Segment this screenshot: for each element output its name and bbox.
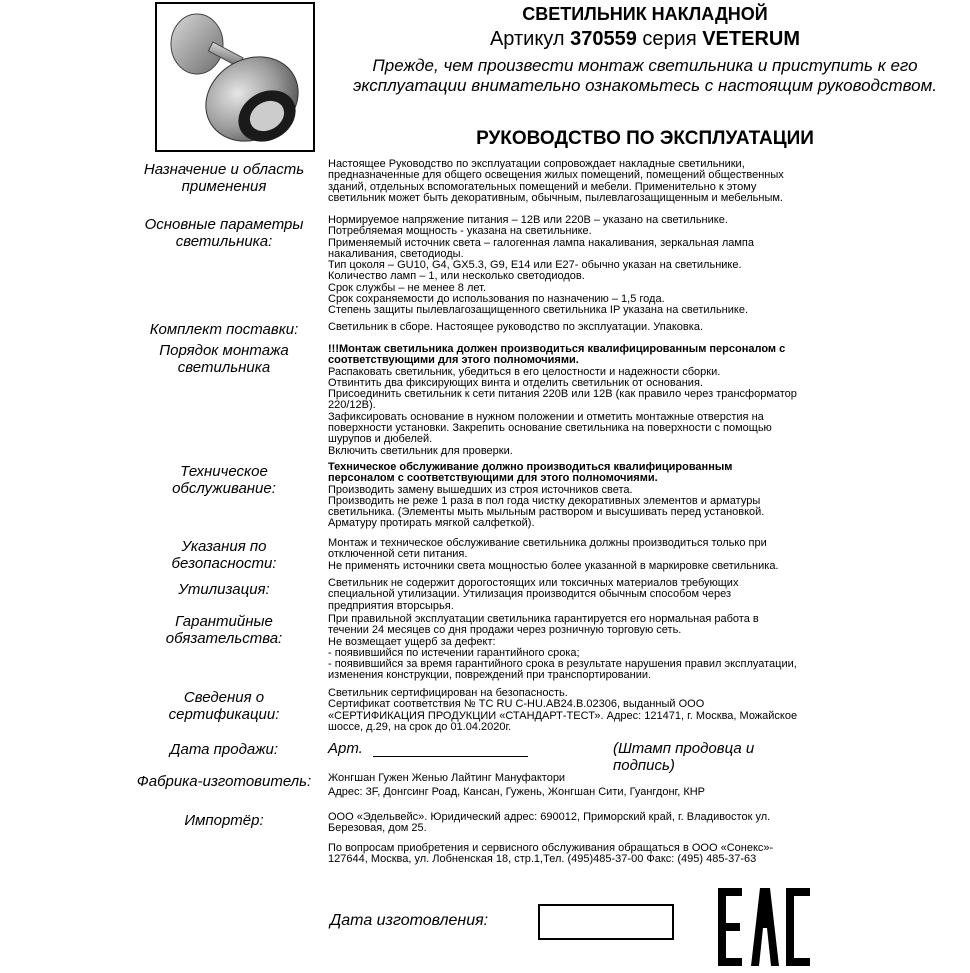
text-line: - появившийся по истечении гарантийного срока;	[328, 646, 580, 659]
text-line: Степень защиты пылевлагозащищенного светильника IP указана на светильнике.	[328, 304, 749, 317]
article-number: 370559	[570, 28, 637, 50]
text-line: Потребляемая мощность - указана на светильнике.	[328, 225, 592, 238]
section-text-parameters	[328, 215, 798, 317]
text-line: Включить светильник для проверки.	[328, 444, 513, 457]
text-line: Срок сохраняемости до использования по назначению – 1,5 года.	[328, 293, 665, 306]
manufacture-date-box[interactable]	[538, 904, 674, 940]
text-line: Светильник сертифицирован на безопасность.	[328, 687, 568, 699]
text-line: Тип цоколя – GU10, G4, GX5.3, G9, E14 или E27- обычно указан на светильнике.	[328, 259, 742, 272]
text-line: Производить не реже 1 раза в пол года чистку декоративных элементов и арматуры светильника. (Элементы мыть мыльным раствором и высушивать перед установкой. Арматуру протирать мягкой салфеткой).	[328, 494, 765, 530]
text-line: Сертификат соответствия № ТС RU C-HU.AB24.B.02306, выданный ООО «СЕРТИФИКАЦИЯ ПРОДУКЦИИ «СТАНДАРТ-ТЕСТ». Адрес: 121471, г. Москва, Можайское шоссе, д.29, на срок до 01.04.2020г.	[328, 698, 798, 733]
section-text-mounting	[328, 344, 798, 457]
sale-date-label: Дата продажи:	[169, 741, 279, 758]
text-line-bold: Техническое обслуживание должно производиться квалифицированным персоналом с соответствующими для этого полномочиями.	[328, 461, 733, 485]
text-line: Нормируемое напряжение питания – 12В или 220В – указано на светильнике.	[328, 214, 728, 226]
text-line: Жонгшан Гужен Женью Лайтинг Мануфактори	[328, 772, 566, 784]
eac-mark	[718, 888, 810, 968]
text-line: Присоединить светильник к сети питания 220В или 12В (как правило через трансформатор 220/12В).	[328, 388, 797, 412]
text-line: При правильной эксплуатации светильника гарантируется его нормальная работа в течении 24 месяцев со дня продажи через розничную торговую сеть.	[328, 613, 759, 637]
section-label-parameters: Основные параметры светильника:	[144, 216, 304, 250]
manual-title: РУКОВОДСТВО ПО ЭКСПЛУАТАЦИИ	[476, 128, 814, 149]
section-label-certification: Сведения о сертификации:	[168, 689, 280, 723]
manufacture-date-label: Дата изготовления:	[330, 912, 489, 929]
text-line: Светильник в сборе. Настоящее руководство по эксплуатации. Упаковка.	[328, 321, 703, 333]
section-label-safety: Указания по безопасности:	[171, 538, 277, 572]
text-line: Применяемый источник света – галогенная лампа накаливания, зеркальная лампа накаливания, светодиоды.	[328, 236, 755, 260]
section-label-manufacturer: Фабрика-изготовитель:	[136, 773, 312, 790]
section-text-warranty	[328, 614, 798, 682]
section-label-importer: Импортёр:	[184, 812, 264, 829]
series-prefix: серия	[642, 28, 697, 50]
section-text-purpose	[328, 159, 798, 204]
sale-row	[328, 740, 808, 774]
text-line: Отвинтить два фиксирующих винта и отделить светильник от основания.	[328, 376, 703, 389]
series-name: VETERUM	[702, 28, 801, 50]
text-line: Светильник не содержит дорогостоящих или токсичных материалов требующих специальной утилизации. Утилизация производится обычным способом через предприятия вторсырья.	[328, 577, 739, 612]
section-label-maintenance: Техническое обслуживание:	[172, 463, 276, 497]
text-line: Распаковать светильник, убедиться в его целостности и надежности сборки.	[328, 365, 721, 378]
stamp-note: (Штамп продовца и подпись)	[613, 740, 755, 774]
art-field-line[interactable]	[373, 756, 528, 757]
document-title: СВЕТИЛЬНИК НАКЛАДНОЙ	[522, 4, 768, 24]
section-label-disposal: Утилизация:	[178, 581, 270, 598]
text-line: Не возмещает ущерб за дефект:	[328, 635, 496, 648]
section-text-package	[328, 322, 798, 333]
text-line: Срок службы – не менее 8 лет.	[328, 281, 487, 294]
section-text-disposal	[328, 578, 798, 612]
text-line: Зафиксировать основание в нужном положении и отметить монтажные отверстия на поверхности установки. Закрепить основание светильника на поверхности с помощью шурупов и дюбелей.	[328, 410, 772, 446]
section-text-certification	[328, 688, 798, 733]
text-line: Количество ламп – 1, или несколько светодиодов.	[328, 270, 585, 283]
section-text-safety	[328, 538, 798, 572]
section-text-importer	[328, 812, 798, 865]
section-label-mounting: Порядок монтажа светильника	[159, 342, 289, 376]
text-line: Не применять источники света мощностью более указанной в маркировке светильника.	[328, 559, 779, 572]
section-label-package: Комплект поставки:	[149, 321, 299, 338]
text-line: ООО «Эдельвейс». Юридический адрес: 690012, Приморский край, г. Владивосток ул. Березовая, дом 25.	[328, 811, 771, 835]
warning-text: Прежде, чем произвести монтаж светильника и приступить к его эксплуатации внимательно ознакомьтесь с настоящим руководством.	[353, 56, 937, 95]
text-line: Настоящее Руководство по эксплуатации сопровождает накладные светильники, предназначенные для общего освещения жилых помещений, помещений общественных зданий, отдельных вспомогательных помещений и мебели. Применительно к этому светильник может быть декоративным, обычным, пылевлагозащищенным и мебельным.	[328, 158, 784, 204]
article-line	[320, 28, 970, 51]
article-prefix: Артикул	[489, 28, 565, 50]
art-label: Арт.	[328, 740, 363, 757]
text-line: Производить замену вышедших из строя источников света.	[328, 483, 633, 496]
text-line: Адрес: 3F, Донгсинг Роад, Кансан, Гужень, Жонгшан Сити, Гуангдонг, КНР	[328, 786, 706, 799]
text-line: По вопросам приобретения и сервисного обслуживания обращаться в ООО «Сонекс»- 127644, Москва, ул. Лобненская 18, стр.1,Тел. (495)485-37-00 Факс: (495) 485-37-63	[328, 841, 774, 865]
product-photo	[155, 2, 315, 152]
section-label-purpose: Назначение и область применения	[143, 161, 305, 195]
text-line: Монтаж и техническое обслуживание светильника должны производиться только при отключенной сети питания.	[328, 537, 767, 561]
text-line-bold: !!!Монтаж светильника должен производиться квалифицированным персоналом с соответствующими для этого полномочиями.	[328, 343, 786, 367]
text-line: - появившийся за время гарантийного срока в результате нарушения правил эксплуатации, изменения конструкции, повреждений при транспортировании.	[328, 658, 797, 682]
section-text-manufacturer	[328, 773, 798, 799]
section-text-maintenance	[328, 462, 798, 530]
section-label-warranty: Гарантийные обязательства:	[165, 613, 283, 647]
